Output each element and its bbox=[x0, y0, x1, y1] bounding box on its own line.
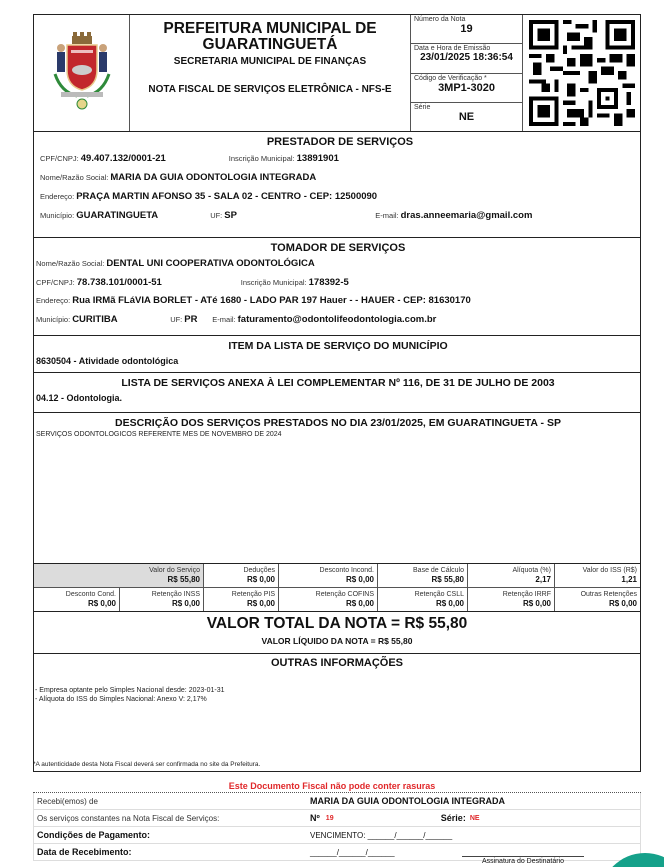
tomador-cnpj: 78.738.101/0001-51 bbox=[76, 276, 162, 288]
label: E-mail: bbox=[212, 314, 236, 324]
label: Município: bbox=[36, 314, 71, 324]
servicos-label: Os serviços constantes na Nota Fiscal de Serviços: bbox=[37, 813, 220, 823]
cell-label: Desconto Cond. bbox=[65, 591, 116, 598]
cell-label: Alíquota (%) bbox=[512, 567, 551, 574]
qr-code-icon[interactable] bbox=[523, 15, 640, 131]
cell-label: Retenção COFINS bbox=[315, 591, 374, 598]
outras-line: - Empresa optante pelo Simples Nacional desde: 2023-01-31 bbox=[35, 687, 225, 694]
label: CPF/CNPJ: bbox=[40, 154, 79, 163]
cell-label: Valor do ISS (R$) bbox=[582, 567, 637, 574]
emissao-value: 23/01/2025 18:36:54 bbox=[420, 52, 513, 64]
outras-title: OUTRAS INFORMAÇÕES bbox=[271, 657, 403, 669]
receipt-stub bbox=[33, 792, 641, 861]
cell-label: Retenção INSS bbox=[151, 591, 200, 598]
numero-value: 19 bbox=[325, 814, 334, 822]
outras-informacoes-section bbox=[34, 653, 640, 771]
tomador-im: 178392-5 bbox=[308, 276, 349, 288]
recebi-label: Recebi(emos) de bbox=[37, 796, 98, 806]
valores-row-1 bbox=[34, 563, 640, 587]
numero-value: 19 bbox=[460, 23, 473, 35]
tomador-endereco: Rua IRMã FLáVIA BORLET - ATé 1680 - LADO PAR 197 Hauer - - HAUER - CEP: 81630170 bbox=[72, 295, 471, 306]
cell-value: R$ 0,00 bbox=[246, 599, 275, 608]
prestador-municipio: GUARATINGUETA bbox=[76, 210, 159, 221]
emissao-label: Data e Hora de Emissão bbox=[414, 45, 491, 53]
retencao-csll-cell bbox=[378, 588, 468, 611]
label: Município: bbox=[40, 211, 75, 220]
valor-total: VALOR TOTAL DA NOTA = R$ 55,80 bbox=[206, 615, 468, 632]
prestador-im: 13891901 bbox=[296, 153, 339, 164]
cell-label: Retenção CSLL bbox=[414, 591, 464, 598]
cell-label: Desconto Incond. bbox=[319, 567, 374, 574]
label: CPF/CNPJ: bbox=[36, 277, 75, 287]
rasuras-warning: Este Documento Fiscal não pode conter rasuras bbox=[228, 781, 436, 791]
prestador-email: dras.anneemaria@gmail.com bbox=[400, 210, 533, 221]
deducoes-cell bbox=[204, 564, 279, 587]
lista-servicos-title: LISTA DE SERVIÇOS ANEXA À LEI COMPLEMENTAR Nº 116, DE 31 DE JULHO DE 2003 bbox=[121, 377, 555, 389]
serie-label: Série bbox=[414, 103, 431, 111]
cell-value: 1,21 bbox=[621, 575, 637, 584]
cell-value: R$ 0,00 bbox=[171, 599, 200, 608]
descricao-section bbox=[34, 412, 640, 563]
prestador-uf: SP bbox=[224, 210, 237, 221]
invoice-meta bbox=[411, 15, 523, 131]
tomador-uf: PR bbox=[184, 313, 198, 325]
lista-servicos-value: 04.12 - Odontologia. bbox=[36, 393, 123, 403]
vencimento-field[interactable]: VENCIMENTO: ______/______/______ bbox=[310, 830, 453, 840]
totais-section bbox=[34, 611, 640, 653]
outras-line: - Alíquota do ISS do Simples Nacional: Anexo V: 2,17% bbox=[35, 696, 207, 703]
tomador-municipio: CURITIBA bbox=[72, 313, 118, 325]
cell-value: R$ 55,80 bbox=[431, 575, 464, 584]
cell-label: Retenção IRRF bbox=[502, 591, 551, 598]
nfse-document bbox=[33, 14, 641, 772]
document-type-title: NOTA FISCAL DE SERVIÇOS ELETRÔNICA - NFS-E bbox=[148, 84, 392, 95]
cell-value: R$ 0,00 bbox=[345, 599, 374, 608]
prestador-nome: MARIA DA GUIA ODONTOLOGIA INTEGRADA bbox=[110, 172, 317, 183]
tomador-email: faturamento@odontolifeodontologia.com.br bbox=[237, 313, 437, 325]
label: Nome/Razão Social: bbox=[36, 259, 105, 268]
descricao-title: DESCRIÇÃO DOS SERVIÇOS PRESTADOS NO DIA 23/01/2025, EM GUARATINGUETA - SP bbox=[115, 417, 561, 429]
label: E-mail: bbox=[375, 211, 399, 220]
cell-value: R$ 0,00 bbox=[87, 599, 116, 608]
valor-iss-cell bbox=[555, 564, 640, 587]
label: Endereço: bbox=[36, 296, 71, 305]
retencao-inss-cell bbox=[120, 588, 204, 611]
numero-label: Nº bbox=[310, 813, 320, 823]
serie-label: Série: bbox=[440, 813, 466, 823]
outras-retencoes-cell bbox=[555, 588, 640, 611]
cell-label: Valor do Serviço bbox=[149, 567, 200, 574]
desconto-incond-cell bbox=[279, 564, 378, 587]
valores-row-2 bbox=[34, 587, 640, 611]
cell-label: Base de Cálculo bbox=[413, 567, 464, 574]
cell-value: R$ 0,00 bbox=[345, 575, 374, 584]
numero-label: Número da Nota bbox=[414, 16, 466, 23]
item-lista-value: 8630504 - Atividade odontológica bbox=[36, 356, 179, 366]
item-lista-section bbox=[34, 335, 640, 372]
desconto-cond-cell bbox=[34, 588, 120, 611]
prestador-title: PRESTADOR DE SERVIÇOS bbox=[266, 136, 414, 148]
prestador-section bbox=[34, 131, 640, 237]
label: UF: bbox=[210, 211, 223, 220]
tomador-title: TOMADOR DE SERVIÇOS bbox=[270, 242, 406, 254]
issuer-title-block bbox=[130, 15, 411, 131]
tomador-nome: DENTAL UNI COOPERATIVA ODONTOLÓGICA bbox=[106, 258, 315, 269]
cell-value: R$ 0,00 bbox=[522, 599, 551, 608]
condicoes-label: Condições de Pagamento: bbox=[37, 830, 151, 840]
serie-value: NE bbox=[458, 110, 475, 123]
aliquota-cell bbox=[468, 564, 555, 587]
serie-value: NE bbox=[469, 814, 480, 822]
codigo-value: 3MP1-3020 bbox=[438, 81, 495, 94]
recebimento-field[interactable]: ______/______/______ bbox=[310, 847, 395, 857]
cell-value: 2,17 bbox=[535, 575, 551, 584]
base-calculo-cell bbox=[378, 564, 468, 587]
lista-servicos-section bbox=[34, 372, 640, 412]
department-title: SECRETARIA MUNICIPAL DE FINANÇAS bbox=[173, 56, 367, 67]
recebi-value: MARIA DA GUIA ODONTOLOGIA INTEGRADA bbox=[310, 796, 505, 806]
label: Nome/Razão Social: bbox=[40, 173, 109, 182]
cell-value: R$ 0,00 bbox=[435, 599, 464, 608]
coat-of-arms-icon bbox=[34, 15, 130, 131]
cell-value: R$ 0,00 bbox=[246, 575, 275, 584]
city-title: GUARATINGUETÁ bbox=[202, 36, 338, 53]
label: Inscrição Municipal: bbox=[240, 277, 307, 287]
cell-label: Outras Retenções bbox=[580, 591, 637, 598]
document-header bbox=[34, 15, 640, 131]
item-lista-title: ITEM DA LISTA DE SERVIÇO DO MUNICÍPIO bbox=[228, 340, 448, 352]
cell-label: Deduções bbox=[243, 567, 275, 574]
prestador-endereco: PRAÇA MARTIN AFONSO 35 - SALA 02 - CENTRO - CEP: 12500090 bbox=[76, 191, 378, 202]
label: UF: bbox=[170, 314, 183, 324]
prefeitura-title: PREFEITURA MUNICIPAL DE bbox=[163, 20, 377, 37]
label: Inscrição Municipal: bbox=[228, 154, 295, 163]
assinatura-line: Assinatura do Destinatário bbox=[462, 856, 584, 865]
retencao-pis-cell bbox=[204, 588, 279, 611]
descricao-text: SERVIÇOS ODONTOLOGICOS REFERENTE MES DE NOVEMBRO DE 2024 bbox=[36, 431, 282, 438]
cell-label: Retenção PIS bbox=[231, 591, 275, 598]
authenticity-note: *A autenticidade desta Nota Fiscal deverá ser confirmada no site da Prefeitura. bbox=[33, 761, 261, 768]
retencao-cofins-cell bbox=[279, 588, 378, 611]
recebimento-label: Data de Recebimento: bbox=[37, 847, 132, 857]
valor-liquido: VALOR LÍQUIDO DA NOTA = R$ 55,80 bbox=[261, 636, 413, 646]
valor-servico-cell bbox=[34, 564, 204, 587]
cell-value: R$ 55,80 bbox=[167, 575, 200, 584]
tomador-section bbox=[34, 237, 640, 335]
cell-value: R$ 0,00 bbox=[608, 599, 637, 608]
retencao-irrf-cell bbox=[468, 588, 555, 611]
codigo-label: Código de Verificação * bbox=[414, 74, 487, 82]
prestador-cnpj: 49.407.132/0001-21 bbox=[80, 153, 166, 164]
label: Endereço: bbox=[40, 192, 75, 201]
